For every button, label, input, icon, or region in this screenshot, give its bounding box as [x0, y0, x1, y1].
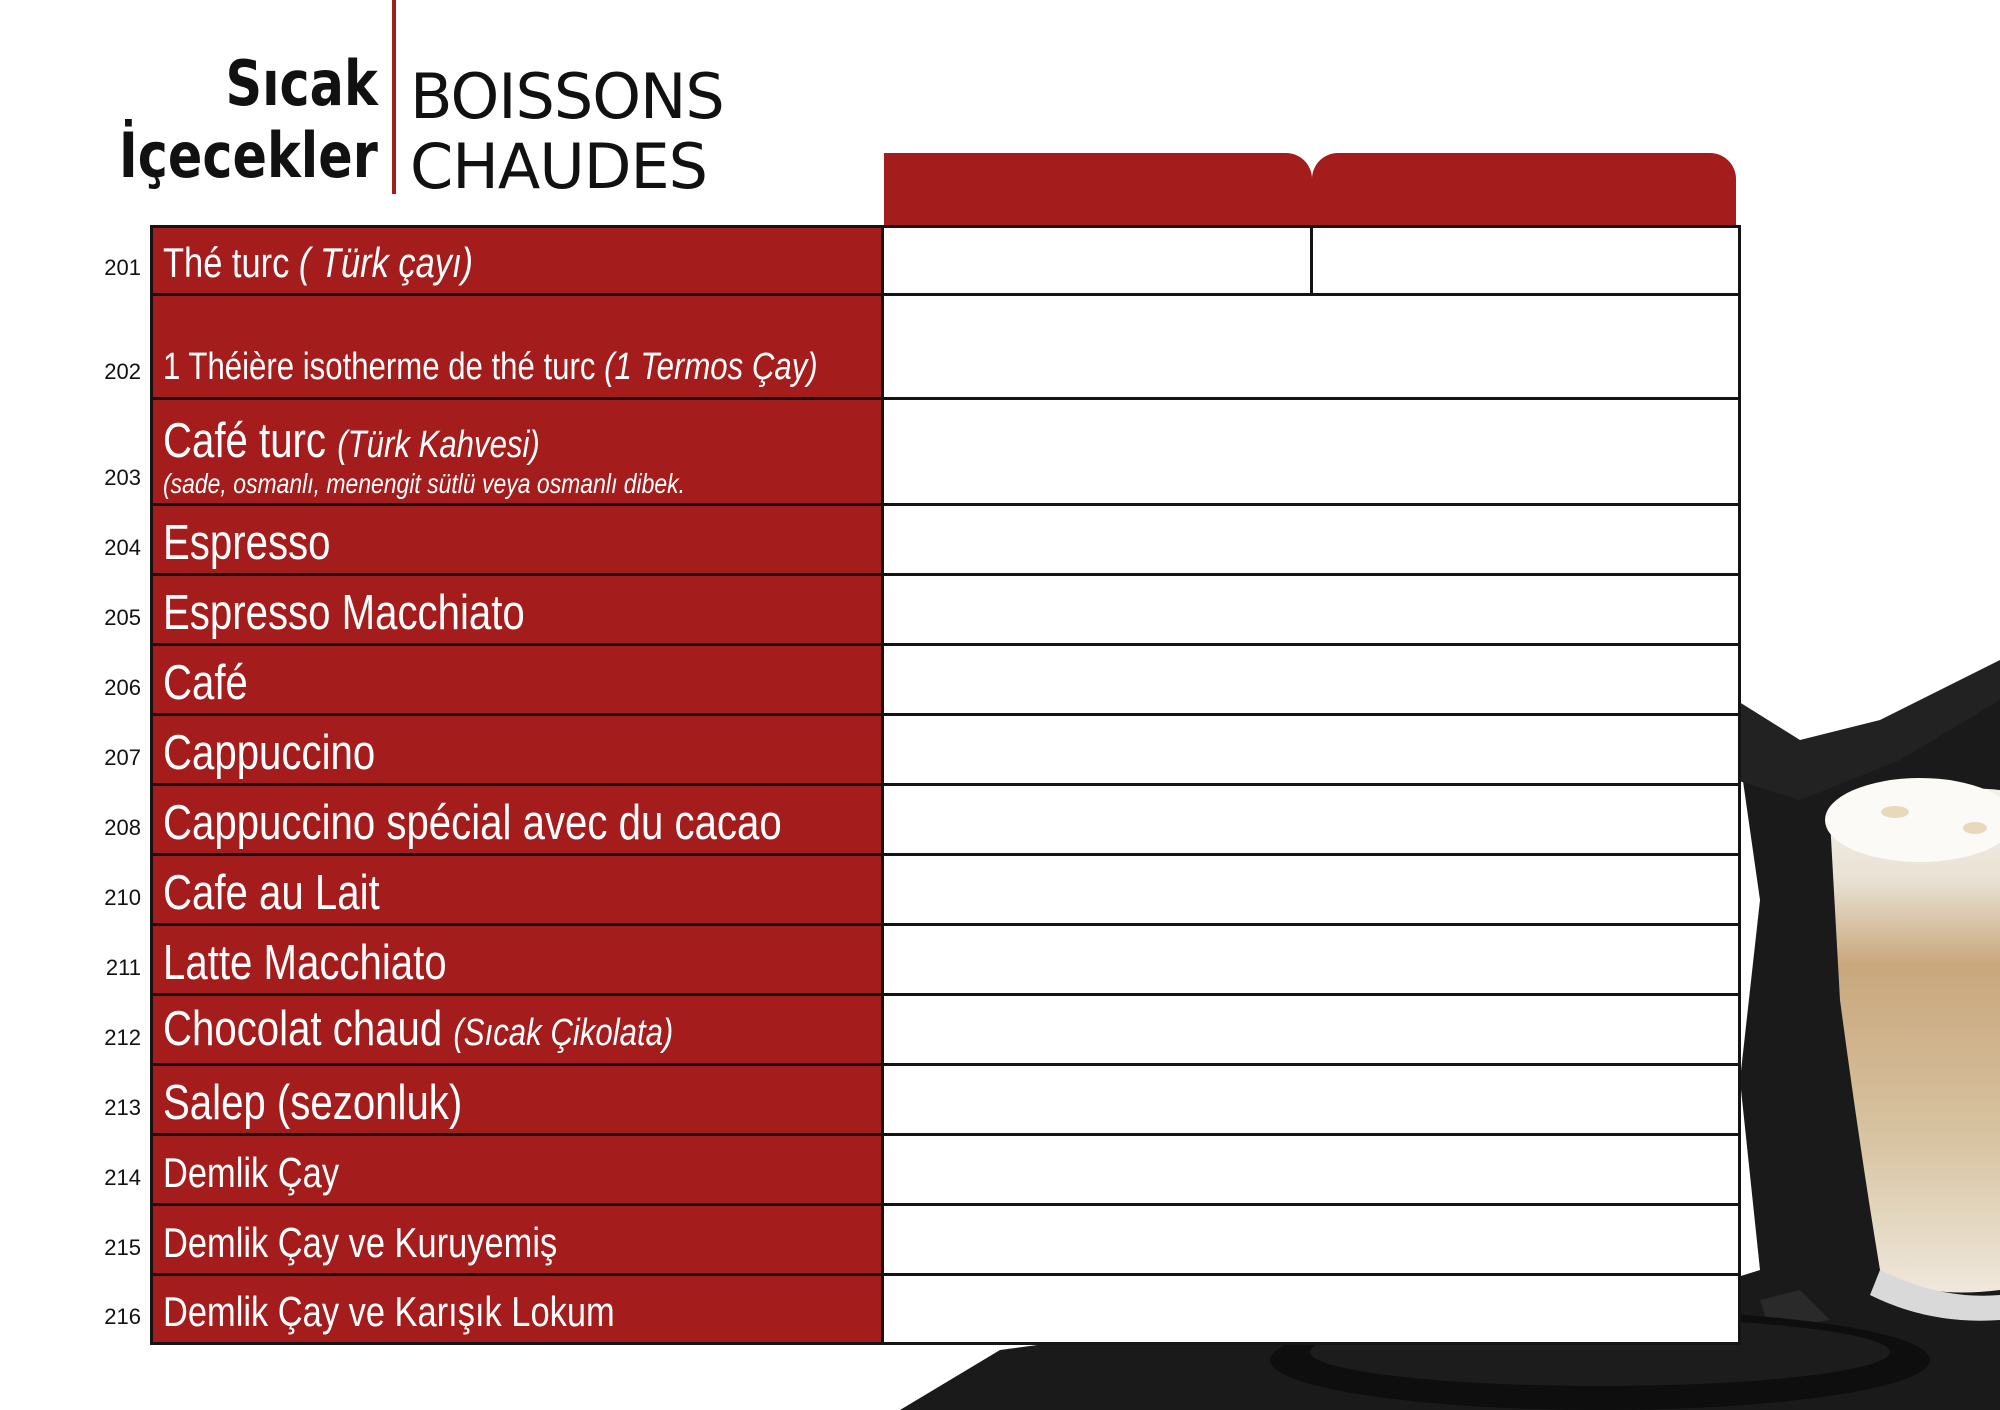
- item-name-line: [163, 1077, 752, 1129]
- menu-row: [104, 1206, 1738, 1276]
- menu-table: [104, 225, 1741, 1345]
- item-name-cell: [153, 1136, 884, 1203]
- title-tr-line1: Sıcak: [225, 47, 378, 120]
- item-name-line: [163, 1217, 752, 1269]
- price-cell: [884, 576, 1738, 643]
- menu-row: [104, 506, 1738, 576]
- item-name-cell: [153, 1276, 884, 1342]
- item-name: Café turc: [163, 414, 327, 468]
- item-number: 214: [104, 1165, 141, 1190]
- item-name-line: [163, 1147, 752, 1199]
- item-number: 216: [104, 1304, 141, 1329]
- item-number: 211: [105, 955, 141, 980]
- menu-row: [104, 646, 1738, 716]
- item-name-turkish: (Sıcak Çikolata): [453, 1012, 674, 1054]
- price-area: [884, 576, 1738, 643]
- item-name-cell: [153, 716, 884, 783]
- item-number: 206: [104, 675, 141, 700]
- price-area: [884, 646, 1738, 713]
- page-title-french: [410, 62, 724, 202]
- price-area: [884, 296, 1738, 397]
- title-divider: [392, 0, 396, 194]
- item-name-cell: [153, 996, 884, 1063]
- item-number: 212: [104, 1025, 141, 1050]
- item-note: (sade, osmanlı, menengit sütlü veya osmanlı dibek.: [163, 468, 685, 499]
- title-fr-line1: BOISSONS: [410, 60, 724, 133]
- item-number: 210: [104, 885, 141, 910]
- item-name-cell: [153, 646, 884, 713]
- item-number: 202: [104, 359, 141, 384]
- item-name-turkish: (Türk Kahvesi): [337, 424, 540, 466]
- item-name-cell: [153, 856, 884, 923]
- item-name: Latte Macchiato: [163, 936, 447, 990]
- item-number: 208: [104, 815, 141, 840]
- item-number: 205: [104, 605, 141, 630]
- item-name-cell: [153, 1206, 884, 1273]
- price-area: [884, 400, 1738, 503]
- price-column-header-2: [1312, 153, 1736, 227]
- page-title-turkish: [119, 48, 378, 192]
- item-name: Café: [163, 656, 248, 710]
- item-name: Salep (sezonluk): [163, 1076, 463, 1130]
- item-name: Thé turc: [163, 239, 290, 286]
- price-cell: [884, 1276, 1738, 1342]
- item-name-cell: [153, 228, 884, 293]
- item-name-line: [163, 587, 752, 639]
- menu-row: [104, 296, 1738, 400]
- price-cell: [884, 506, 1738, 573]
- price-cell: [884, 1136, 1738, 1203]
- item-name: Demlik Çay: [163, 1149, 340, 1196]
- price-cell: [884, 400, 1738, 503]
- item-name-cell: [153, 926, 884, 993]
- item-number: 203: [104, 465, 141, 490]
- menu-row: [104, 786, 1738, 856]
- item-name-line: [163, 415, 752, 471]
- item-name-turkish: (1 Termos Çay): [604, 346, 818, 388]
- item-name-cell: [153, 400, 884, 503]
- item-name: Demlik Çay ve Karışık Lokum: [163, 1288, 615, 1335]
- menu-row: [104, 1136, 1738, 1206]
- item-name: Espresso Macchiato: [163, 586, 525, 640]
- menu-row: [104, 856, 1738, 926]
- price-area: [884, 856, 1738, 923]
- price-cell: [884, 646, 1738, 713]
- item-name: Demlik Çay ve Kuruyemiş: [163, 1219, 558, 1266]
- item-name-line: [163, 727, 752, 779]
- item-name-line: [163, 237, 752, 289]
- price-cell-1: [884, 228, 1313, 293]
- item-name-line: [163, 796, 782, 850]
- price-area: [884, 926, 1738, 993]
- item-name-cell: [153, 296, 884, 397]
- item-name-turkish: ( Türk çayı): [298, 239, 474, 286]
- item-name-line: [163, 341, 818, 393]
- price-cell: [884, 786, 1738, 853]
- price-column-header-1: [884, 153, 1312, 227]
- price-cell: [884, 296, 1738, 397]
- price-cell: [884, 926, 1738, 993]
- item-name-line: [163, 657, 752, 709]
- price-area: [884, 786, 1738, 853]
- price-cell: [884, 856, 1738, 923]
- item-name-cell: [153, 1066, 884, 1133]
- menu-row: [104, 400, 1738, 506]
- price-area: [884, 506, 1738, 573]
- item-name: Chocolat chaud: [163, 1002, 443, 1056]
- item-number: 215: [104, 1235, 141, 1260]
- item-name-line: [163, 1286, 752, 1338]
- menu-row: [104, 1066, 1738, 1136]
- title-fr-line2: CHAUDES: [410, 130, 707, 203]
- item-number: 201: [104, 255, 141, 280]
- menu-row: [104, 996, 1738, 1066]
- price-cell: [884, 996, 1738, 1063]
- item-name-line: [163, 1003, 752, 1059]
- price-cell-2: [1313, 228, 1739, 293]
- item-number: 207: [104, 745, 141, 770]
- item-name-line: [163, 517, 752, 569]
- title-tr-line2: İçecekler: [119, 119, 378, 192]
- item-name: 1 Théière isotherme de thé turc: [163, 346, 596, 388]
- item-number: 213: [104, 1095, 141, 1120]
- price-area: [884, 228, 1738, 293]
- menu-row: [104, 576, 1738, 646]
- menu-row: [104, 228, 1738, 296]
- item-name-cell: [153, 506, 884, 573]
- item-name: Cappuccino: [163, 726, 376, 780]
- price-cell: [884, 1206, 1738, 1273]
- menu-row: [104, 716, 1738, 786]
- price-cell: [884, 716, 1738, 783]
- price-area: [884, 1066, 1738, 1133]
- item-name: Cafe au Lait: [163, 866, 380, 920]
- price-area: [884, 1136, 1738, 1203]
- item-number: 204: [104, 535, 141, 560]
- item-name-line: [163, 937, 752, 989]
- price-cell: [884, 1066, 1738, 1133]
- item-name: Espresso: [163, 516, 331, 570]
- item-name-line: [163, 867, 752, 919]
- price-area: [884, 1206, 1738, 1273]
- item-name-cell: [153, 786, 884, 853]
- menu-row: [105, 926, 1738, 996]
- menu-row: [104, 1276, 1738, 1342]
- price-area: [884, 716, 1738, 783]
- price-area: [884, 996, 1738, 1063]
- item-name: Cappuccino spécial avec du cacao: [163, 796, 782, 850]
- price-area: [884, 1276, 1738, 1342]
- item-name-cell: [153, 576, 884, 643]
